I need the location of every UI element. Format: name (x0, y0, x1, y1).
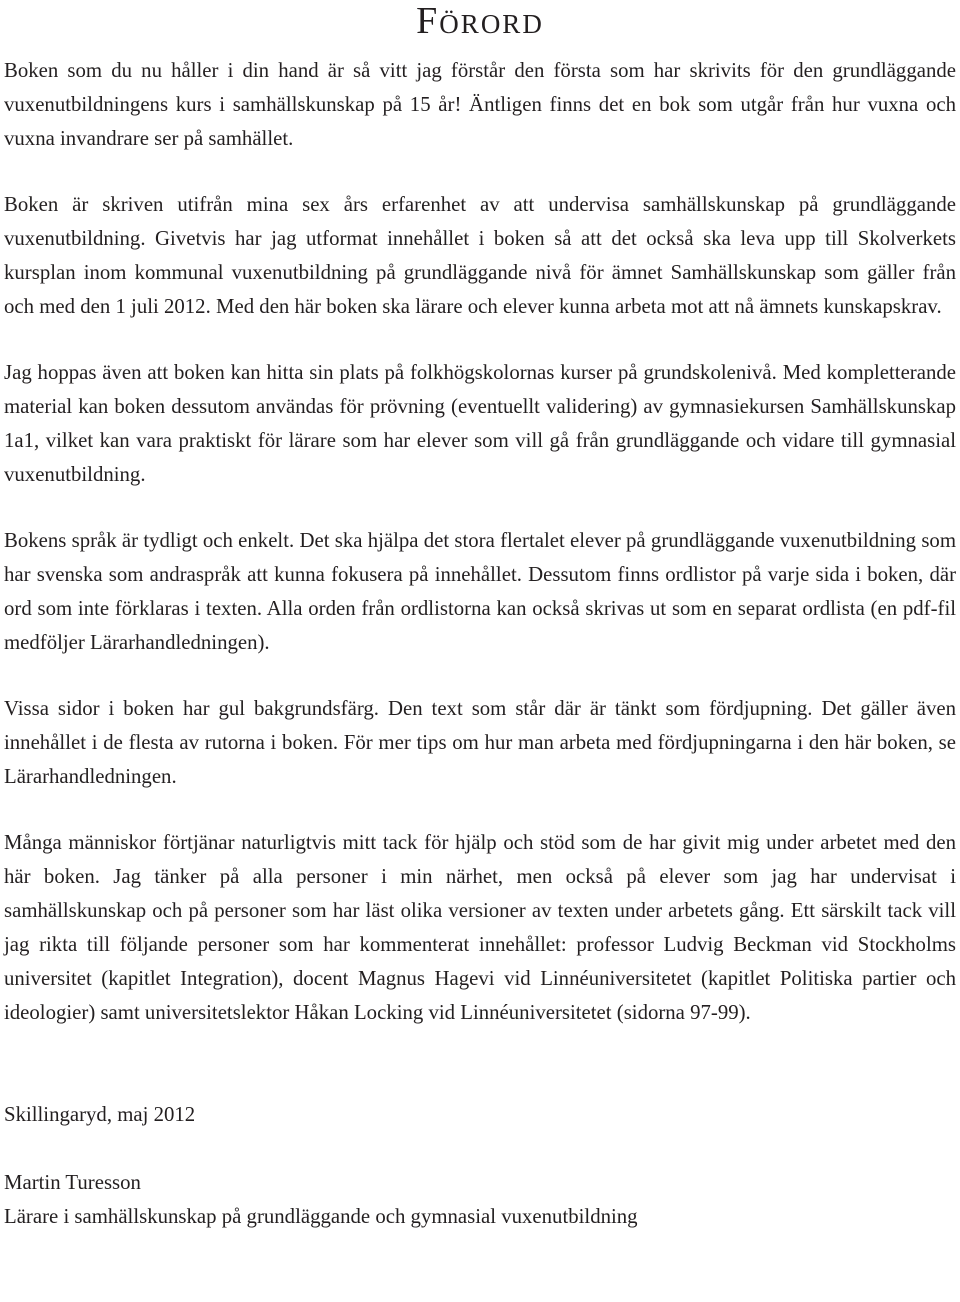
place-date: Skillingaryd, maj 2012 (4, 1103, 196, 1126)
paragraph-yellow-pages: Vissa sidor i boken har gul bakgrundsfärg. Den text som står där är tänkt som fördjupning. Det gäller även innehållet i de flesta av rutorna i boken. För mer tips om hur man arbeta med fördjupningarna i den här boken, se Lärarhandledningen. (4, 697, 956, 788)
paragraph-acknowledgements: Många människor förtjänar naturligtvis mitt tack för hjälp och stöd som de har givit mig under arbetet med den här boken. Jag tänker på alla personer i min närhet, men också på elever som jag har undervisat i samhällskunskap och på personer som har läst olika versioner av texten under arbetets gång. Ett särskilt tack vill jag rikta till följande personer som har kommenterat innehållet: professor Ludvig Beckman vid Stockholms universitet (kapitlet Integration), docent Magnus Hagevi vid Linnéuniversitetet (kapitlet Politiska partier och ideologier) samt universitetslektor Håkan Locking vid Linnéuniversitetet (sidorna 97-99). (4, 831, 956, 1024)
paragraph-experience: Boken är skriven utifrån mina sex års erfarenhet av att undervisa samhällskunskap på grundläggande vuxenutbildning. Givetvis har jag utformat innehållet i boken så att det också ska leva upp till Skolverkets kursplan inom kommunal vuxenutbildning på grundläggande nivå för ämnet Samhällskunskap som gäller från och med den 1 juli 2012. Med den här boken ska lärare och elever kunna arbeta mot att nå ämnets kunskapskrav. (4, 193, 956, 318)
paragraph-intro: Boken som du nu håller i din hand är så vitt jag förstår den första som har skrivits för den grundläggande vuxenutbildningens kurs i samhällskunskap på 15 år! Äntligen finns det en bok som utgår från hur vuxna och vuxna invandrare ser på samhället. (4, 59, 956, 150)
signature-block (4, 1166, 956, 1234)
place-date-block (4, 1098, 956, 1132)
paragraph-language: Bokens språk är tydligt och enkelt. Det ska hjälpa det stora flertalet elever på grundläggande vuxenutbildning som har svenska som andraspråk att kunna fokusera på innehållet. Dessutom finns ordlistor på varje sida i boken, där ord som inte förklaras i texten. Alla orden från ordlistorna kan också skrivas ut som en separat ordlista (en pdf-fil medföljer Lärarhandledningen). (4, 529, 956, 654)
document-page (4, 0, 956, 1234)
paragraph-folkhogskola: Jag hoppas även att boken kan hitta sin plats på folkhögskolornas kurser på grundskolenivå. Med kompletterande material kan boken dessutom användas för prövning (eventuellt validering) av gymnasiekursen Samhällskunskap 1a1, vilket kan vara praktiskt för lärare som har elever som vill gå från grundläggande och vidare till gymnasial vuxenutbildning. (4, 361, 956, 486)
author-name: Martin Turesson (4, 1171, 141, 1194)
author-role: Lärare i samhällskunskap på grundläggande och gymnasial vuxenutbildning (4, 1205, 638, 1228)
page-title: Förord (416, 0, 544, 42)
